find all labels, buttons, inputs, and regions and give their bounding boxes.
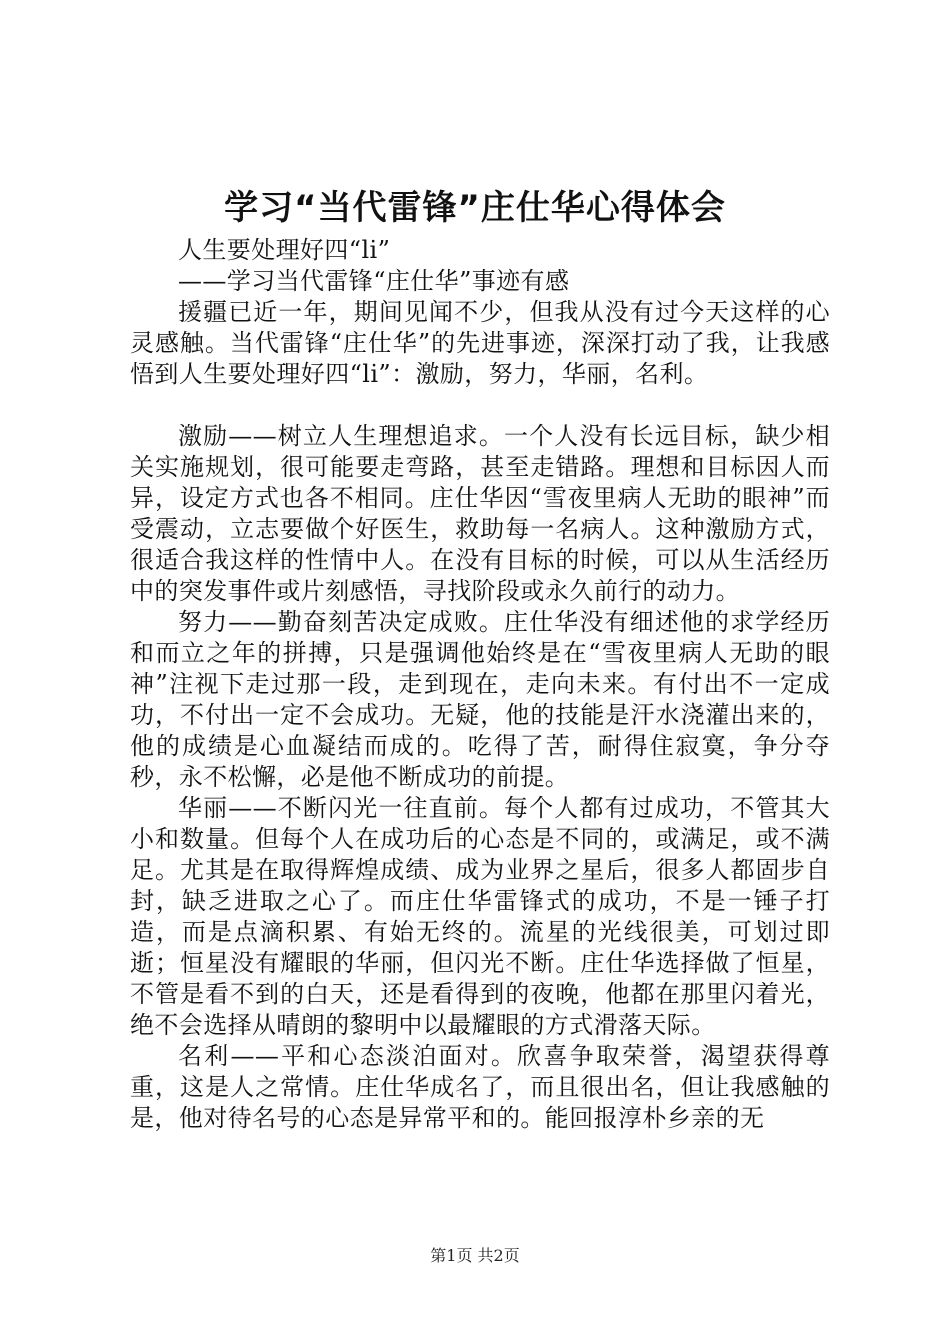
body-paragraph: 努力——勤奋刻苦决定成败。庄仕华没有细述他的求学经历和而立之年的拼搏，只是强调他始终是在“雪夜里病人无助的眼神”注视下走过那一段，走到现在，走向未来。有付出不一定成功，不付出一定不会成功。无疑，他的技能是汗水浇灌出来的，他的成绩是心血凝结而成的。吃得了苦，耐得住寂寞，争分夺秒，永不松懈，必是他不断成功的前提。 — [130, 608, 830, 791]
body-paragraph: 华丽——不断闪光一往直前。每个人都有过成功，不管其大小和数量。但每个人在成功后的心态是不同的，或满足，或不满足。尤其是在取得辉煌成绩、成为业界之星后，很多人都固步自封，缺乏进取之心了。而庄仕华雷锋式的成功，不是一锤子打造，而是点滴积累、有始无终的。流星的光线很美，可划过即逝；恒星没有耀眼的华丽，但闪光不断。庄仕华选择做了恒星，不管是看不到的白天，还是看得到的夜晚，他都在那里闪着光，绝不会选择从晴朗的黎明中以最耀眼的方式滑落天际。 — [130, 794, 830, 1039]
page-number: 第1页 共2页 — [430, 1246, 520, 1265]
subtitle-line: ——学习当代雷锋“庄仕华”事迹有感 — [178, 267, 570, 295]
document-body — [130, 235, 830, 1134]
subtitle-line: 人生要处理好四“li” — [178, 236, 391, 264]
intro-paragraph: 援疆已近一年，期间见闻不少，但我从没有过今天这样的心灵感触。当代雷锋“庄仕华”的先进事迹，深深打动了我，让我感悟到人生要处理好四“li”：激励，努力，华丽，名利。 — [130, 298, 830, 388]
body-paragraph: 名利——平和心态淡泊面对。欣喜争取荣誉，渴望获得尊重，这是人之常情。庄仕华成名了，而且很出名，但让我感触的是，他对待名号的心态是异常平和的。能回报淳朴乡亲的无 — [130, 1042, 830, 1132]
body-paragraph: 激励——树立人生理想追求。一个人没有长远目标，缺少相关实施规划，很可能要走弯路，甚至走错路。理想和目标因人而异，设定方式也各不相同。庄仕华因“雪夜里病人无助的眼神”而受震动，立志要做个好医生，救助每一名病人。这种激励方式，很适合我这样的性情中人。在没有目标的时候，可以从生活经历中的突发事件或片刻感悟，寻找阶段或永久前行的动力。 — [130, 422, 830, 605]
document-title: 学习“当代雷锋”庄仕华心得体会 — [224, 188, 726, 228]
